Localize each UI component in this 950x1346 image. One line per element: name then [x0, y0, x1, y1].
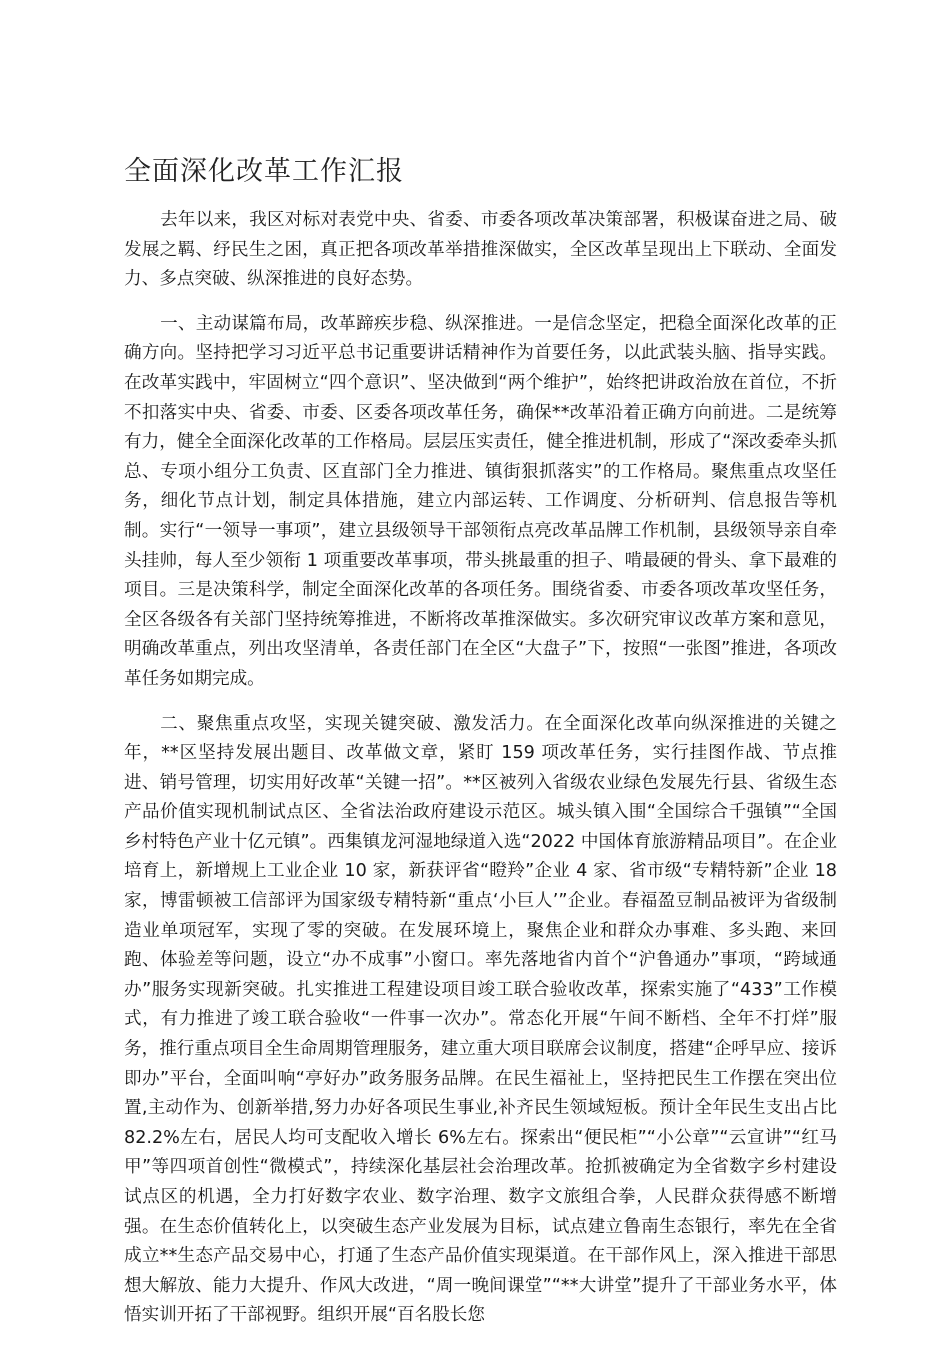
section-two-paragraph: 二、聚焦重点攻坚，实现关键突破、激发活力。在全面深化改革向纵深推进的关键之年，**区坚持发展出题目、改革做文章，紧盯 159 项改革任务，实行挂图作战、节点推进、销号管理，切实用好改革“关键一招”。**区被列入省级农业绿色发展先行县、省级生态产品价值实现机制试点区、全省法治政府建设示范区。城头镇入围“全国综合千强镇”“全国乡村特色产业十亿元镇”。西集镇龙河湿地绿道入选“2022 中国体育旅游精品项目”。在企业培育上，新增规上工业企业 10 家，新获评省“瞪羚”企业 4 家、省市级“专精特新”企业 18 家，博雷顿被工信部评为国家级专精特新“重点‘小巨人’”企业。春福盈豆制品被评为省级制造业单项冠军，实现了零的突破。在发展环境上，聚焦企业和群众办事难、多头跑、来回跑、体验差等问题，设立“办不成事”小窗口。率先落地省内首个“沪鲁通办”事项，“跨域通办”服务实现新突破。扎实推进工程建设项目竣工联合验收改革，探索实施了“433”工作模式，有力推进了竣工联合验收“一件事一次办”。常态化开展“午间不断档、全年不打烊”服务，推行重点项目全生命周期管理服务，建立重大项目联席会议制度，搭建“企呼早应、接诉即办”平台，全面叫响“亭好办”政务服务品牌。在民生福祉上，坚持把民生工作摆在突出位置,主动作为、创新举措,努力办好各项民生事业,补齐民生领域短板。预计全年民生支出占比82.2%左右，居民人均可支配收入增长 6%左右。探索出“便民柜”“小公章”“云宣讲”“红马甲”等四项首创性“微模式”，持续深化基层社会治理改革。抢抓被确定为全省数字乡村建设试点区的机遇，全力打好数字农业、数字治理、数字文旅组合拳，人民群众获得感不断增强。在生态价值转化上，以突破生态产业发展为目标，试点建立鲁南生态银行，率先在全省成立**生态产品交易中心，打通了生态产品价值实现渠道。在干部作风上，深入推进干部思想大解放、能力大提升、作风大改进，“周一晚间课堂”“**大讲堂”提升了干部业务水平，体悟实训开拓了干部视野。组织开展“百名股长您 [124, 713, 837, 1326]
section-one-paragraph: 一、主动谋篇布局，改革蹄疾步稳、纵深推进。一是信念坚定，把稳全面深化改革的正确方向。坚持把学习习近平总书记重要讲话精神作为首要任务，以此武装头脑、指导实践。在改革实践中，牢固树立“四个意识”、坚决做到“两个维护”，始终把讲政治放在首位，不折不扣落实中央、省委、市委、区委各项改革任务，确保**改革沿着正确方向前进。二是统筹有力，健全全面深化改革的工作格局。层层压实责任，健全推进机制，形成了“深改委牵头抓总、专项小组分工负责、区直部门全力推进、镇街狠抓落实”的工作格局。聚焦重点攻坚任务，细化节点计划，制定具体措施，建立内部运转、工作调度、分析研判、信息报告等机制。实行“一领导一事项”，建立县级领导干部领衔点亮改革品牌工作机制，县级领导亲自牵头挂帅，每人至少领衔 1 项重要改革事项，带头挑最重的担子、啃最硬的骨头、拿下最难的项目。三是决策科学，制定全面深化改革的各项任务。围绕省委、市委各项改革攻坚任务，全区各级各有关部门坚持统筹推进，不断将改革推深做实。多次研究审议改革方案和意见，明确改革重点，列出攻坚清单，各责任部门在全区“大盘子”下，按照“一张图”推进，各项改革任务如期完成。 [124, 313, 837, 689]
intro-paragraph: 去年以来，我区对标对表党中央、省委、市委各项改革决策部署，积极谋奋进之局、破发展之羁、纾民生之困，真正把各项改革举措推深做实，全区改革呈现出上下联动、全面发力、多点突破、纵深推进的良好态势。 [124, 210, 837, 290]
document-title: 全面深化改革工作汇报 [124, 156, 404, 187]
document-body [124, 206, 837, 1346]
